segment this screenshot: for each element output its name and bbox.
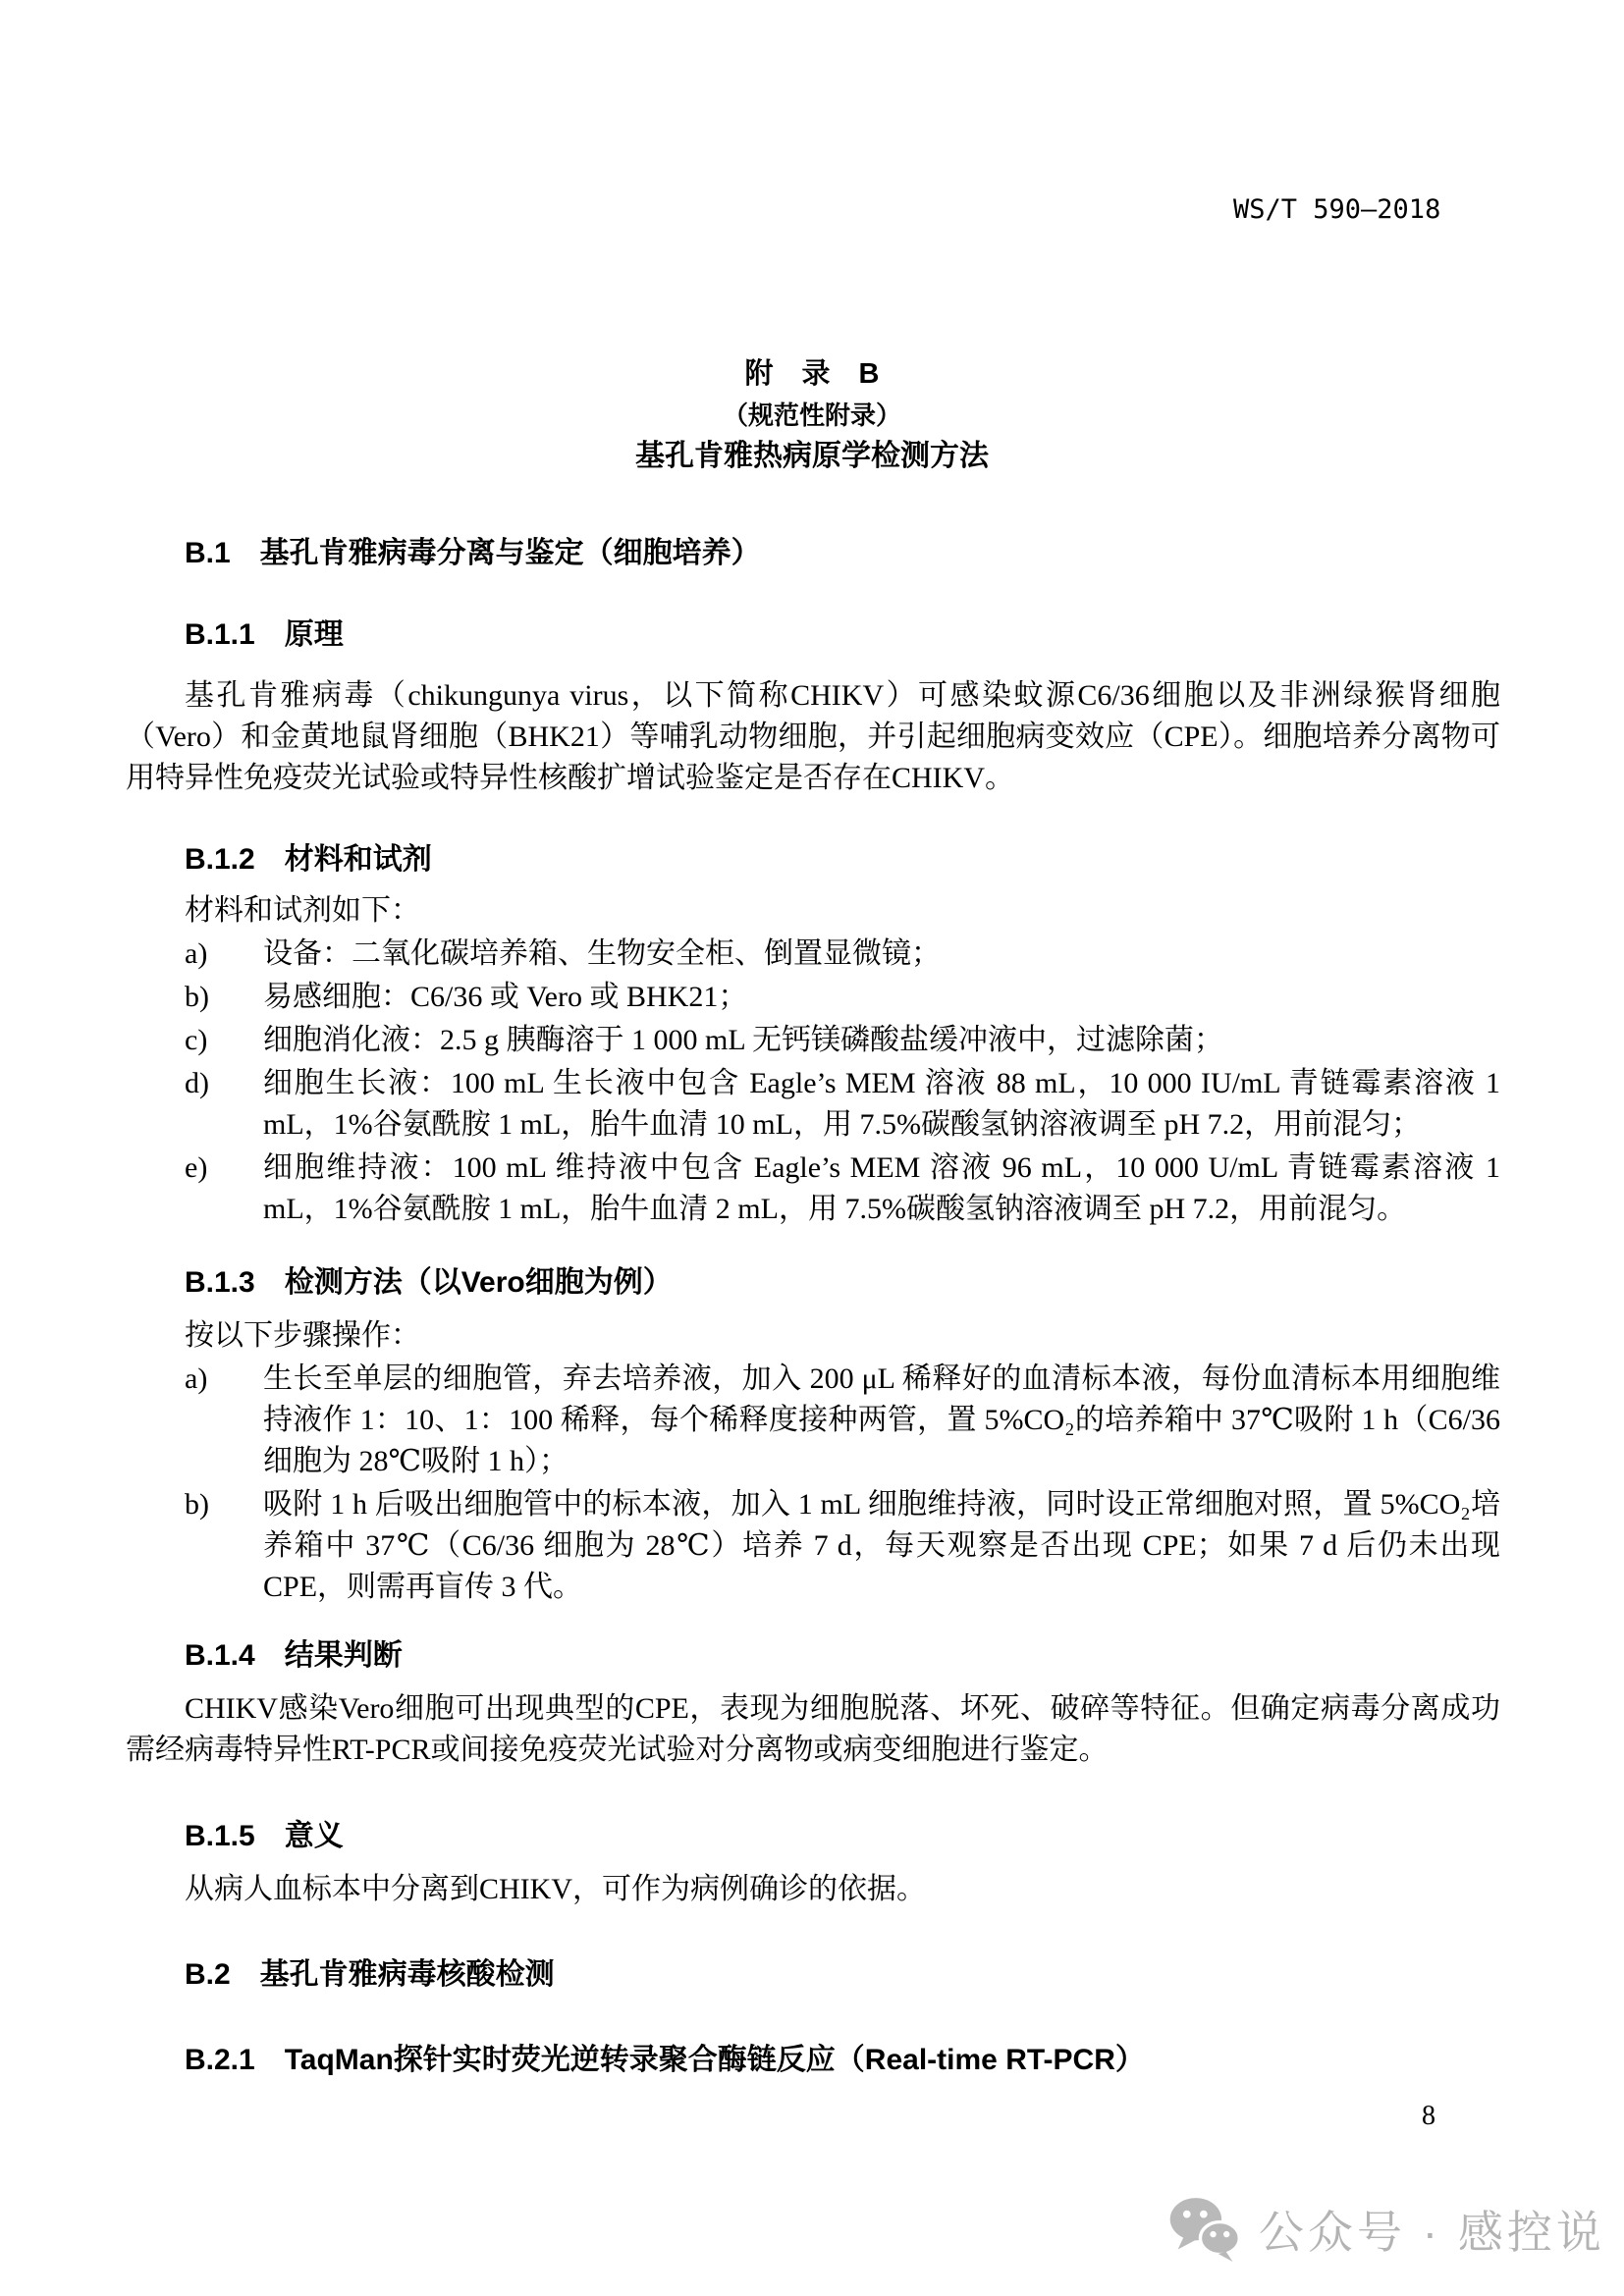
paragraph-b15: 从病人血标本中分离到CHIKV，可作为病例确诊的依据。 (185, 1873, 926, 1905)
paragraph-b11: 基孔肯雅病毒（chikungunya virus，以下简称CHIKV）可感染蚊源C6/36细胞以及非洲绿猴肾细胞（Vero）和金黄地鼠肾细胞（BHK21）等哺乳动物细胞，并引起细胞病变效应（CPE）。细胞培养分离物可用特异性免疫荧光试验或特异性核酸扩增试验鉴定是否存在CHIKV。 (126, 679, 1500, 794)
section-b1-heading: B.1 基孔肯雅病毒分离与鉴定（细胞培养） (185, 537, 761, 569)
paragraph-b14: CHIKV感染Vero细胞可出现典型的CPE，表现为细胞脱落、坏死、破碎等特征。但确定病毒分离成功需经病毒特异性RT-PCR或间接免疫荧光试验对分离物或病变细胞进行鉴定。 (126, 1692, 1500, 1766)
section-b21 (126, 2040, 1500, 2081)
list-item-text: 细胞生长液：100 mL 生长液中包含 Eagle’s MEM 溶液 88 mL，10 000 IU/mL 青链霉素溶液 1 mL，1%谷氨酰胺 1 mL，胎牛血清 10 mL，用 7.5%碳酸氢钠溶液调至 pH 7.2，用前混匀； (263, 1067, 1500, 1141)
section-b13-list (126, 1359, 1500, 1610)
appendix-title-line3: 基孔肯雅热病原学检测方法 (635, 440, 989, 472)
list-item-label: d) (185, 1067, 209, 1099)
appendix-title-line2: （规范性附录） (722, 400, 901, 430)
list-item-label: a) (185, 1362, 208, 1395)
appendix-title (0, 353, 1624, 477)
appendix-title-line1: 附 录 B (744, 358, 880, 390)
list-item-text: 吸附 1 h 后吸出细胞管中的标本液，加入 1 mL 细胞维持液，同时设正常细胞对照，置 5%CO₂培养箱中 37℃（C6/36 细胞为 28℃）培养 7 d，每天观察是否出现 CPE；如果 7 d 后仍未出现 CPE，则需再盲传 3 代。 (263, 1488, 1500, 1603)
section-b2-heading: B.2 基孔肯雅病毒核酸检测 (185, 1958, 555, 1991)
wechat-watermark (1168, 2197, 1605, 2262)
list-item (126, 934, 1500, 975)
procedure-list (126, 1359, 1500, 1608)
wechat-icon (1168, 2197, 1241, 2262)
section-b11-heading: B.1.1 原理 (185, 618, 344, 651)
list-item-text: 细胞维持液：100 mL 维持液中包含 Eagle’s MEM 溶液 96 mL，10 000 U/mL 青链霉素溶液 1 mL，1%谷氨酰胺 1 mL，胎牛血清 2 mL，用 7.5%碳酸氢钠溶液调至 pH 7.2，用前混匀。 (263, 1151, 1500, 1225)
list-item-label: e) (185, 1151, 208, 1184)
section-b11 (126, 614, 1500, 656)
section-b14-body (126, 1688, 1500, 1771)
section-b15-heading: B.1.5 意义 (185, 1820, 344, 1852)
section-b14-heading: B.1.4 结果判断 (185, 1639, 403, 1672)
section-b12-intro (126, 890, 1500, 932)
list-item (126, 1484, 1500, 1608)
section-b1 (126, 533, 1500, 574)
list-intro-b13: 按以下步骤操作： (185, 1319, 420, 1352)
section-b12-list (126, 934, 1500, 1232)
list-item (126, 1063, 1500, 1146)
section-b12 (126, 839, 1500, 881)
section-b21-heading: B.2.1 TaqMan探针实时荧光逆转录聚合酶链反应（Real-time RT-PCR） (185, 2044, 1145, 2076)
section-b15 (126, 1816, 1500, 1857)
list-item-text: 易感细胞：C6/36 或 Vero 或 BHK21； (263, 981, 748, 1013)
list-item-label: c) (185, 1024, 208, 1056)
section-b13-intro (126, 1315, 1500, 1357)
standard-code: WS/T 590—2018 (1233, 194, 1441, 225)
list-item (126, 1020, 1500, 1061)
section-b13 (126, 1262, 1500, 1304)
list-item-label: b) (185, 1488, 209, 1521)
watermark-text: 公众号 · 感控说 (1259, 2207, 1605, 2258)
list-item (126, 1359, 1500, 1482)
section-b13-heading: B.1.3 检测方法（以Vero细胞为例） (185, 1266, 673, 1299)
materials-list (126, 934, 1500, 1230)
list-item (126, 1148, 1500, 1230)
list-item-text: 生长至单层的细胞管，弃去培养液，加入 200 μL 稀释好的血清标本液，每份血清标本用细胞维持液作 1：10、1：100 稀释，每个稀释度接种两管，置 5%CO₂的培养箱中 37℃吸附 1 h（C6/36 细胞为 28℃吸附 1 h）； (263, 1362, 1500, 1477)
list-item-text: 设备：二氧化碳培养箱、生物安全柜、倒置显微镜； (263, 937, 941, 970)
list-intro-b12: 材料和试剂如下： (185, 894, 420, 927)
list-item (126, 977, 1500, 1018)
section-b11-body (126, 675, 1500, 799)
page-number: 8 (1422, 2101, 1435, 2131)
list-item-label: b) (185, 981, 209, 1013)
section-b2 (126, 1954, 1500, 1996)
section-b15-body (126, 1869, 1500, 1910)
section-b12-heading: B.1.2 材料和试剂 (185, 843, 432, 876)
list-item-label: a) (185, 937, 208, 970)
list-item-text: 细胞消化液：2.5 g 胰酶溶于 1 000 mL 无钙镁磷酸盐缓冲液中，过滤除菌； (263, 1024, 1224, 1056)
section-b14 (126, 1635, 1500, 1677)
